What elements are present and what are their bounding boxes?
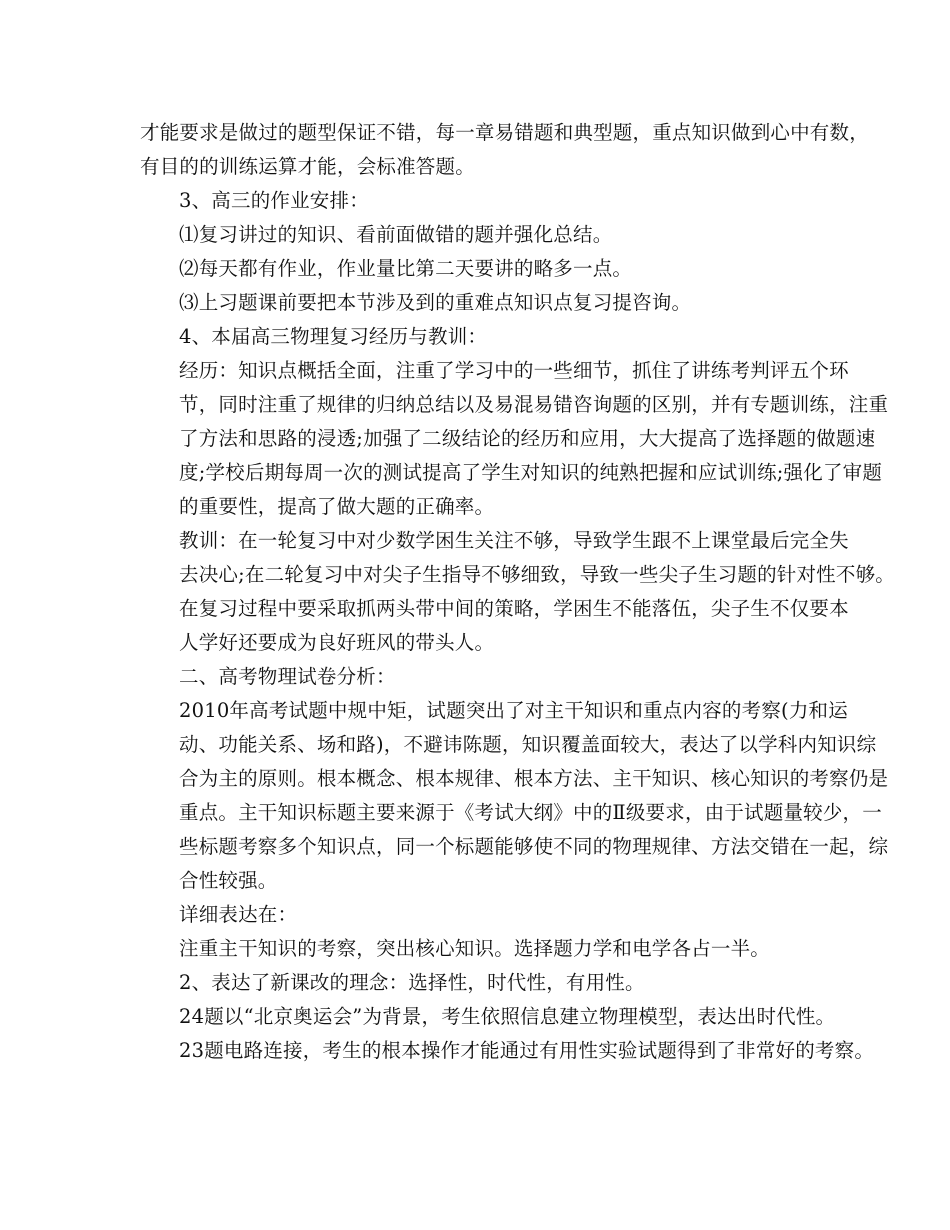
paragraph-p02	[140, 184, 820, 218]
text-line: 2010年高考试题中规中矩，试题突出了对主干知识和重点内容的考察(力和运	[179, 699, 848, 722]
paragraph-p12	[140, 898, 820, 932]
paragraph-p10	[140, 660, 820, 694]
text-line: 人学好还要成为良好班风的带头人。	[179, 631, 495, 654]
text-line: 重点。主干知识标题主要来源于《考试大纲》中的Ⅱ级要求，由于试题量较少，一	[179, 801, 882, 824]
text-line: 动、功能关系、场和路)，不避讳陈题，知识覆盖面较大，表达了以学科内知识综	[179, 733, 877, 756]
text-line: 4、本届高三物理复习经历与教训：	[179, 325, 488, 348]
text-line: 合性较强。	[179, 869, 278, 892]
text-line: 的重要性，提高了做大题的正确率。	[179, 495, 495, 518]
text-line: 了方法和思路的浸透;加强了二级结论的经历和应用，大大提高了选择题的做题速	[179, 427, 876, 450]
text-line: 在复习过程中要采取抓两头带中间的策略，学困生不能落伍，尖子生不仅要本	[179, 597, 849, 620]
text-line: 去决心;在二轮复习中对尖子生指导不够细致，导致一些尖子生习题的针对性不够。	[179, 563, 895, 586]
paragraph-p08	[140, 524, 895, 592]
text-line: 2、表达了新课改的理念：选择性，时代性，有用性。	[179, 971, 645, 994]
paragraph-p07	[140, 354, 889, 524]
text-line: ⑶上习题课前要把本节涉及到的重难点知识点复习提咨询。	[179, 291, 692, 314]
text-line: 经历：知识点概括全面，注重了学习中的一些细节，抓住了讲练考判评五个环	[179, 359, 849, 382]
text-line: 度;学校后期每周一次的测试提高了学生对知识的纯熟把握和应试训练;强化了审题	[179, 461, 883, 484]
text-line: 才能要求是做过的题型保证不错，每一章易错题和典型题，重点知识做到心中有数，	[140, 121, 869, 144]
paragraph-p15	[140, 1000, 875, 1068]
text-line: 3、高三的作业安排：	[179, 189, 369, 212]
text-line: ⑴复习讲过的知识、看前面做错的题并强化总结。	[179, 223, 613, 246]
text-line: 二、高考物理试卷分析：	[179, 665, 396, 688]
text-line: 合为主的原则。根本概念、根本规律、根本方法、主干知识、核心知识的考察仍是	[179, 767, 889, 790]
text-line: 教训：在一轮复习中对少数学困生关注不够，导致学生跟不上课堂最后完全失	[179, 529, 849, 552]
paragraph-p03	[140, 218, 820, 252]
paragraph-p01	[140, 116, 869, 184]
text-line: 注重主干知识的考察，突出核心知识。选择题力学和电学各占一半。	[179, 937, 771, 960]
text-line: ⑵每天都有作业，作业量比第二天要讲的略多一点。	[179, 257, 633, 280]
text-line: 有目的的训练运算才能，会标准答题。	[140, 155, 475, 178]
paragraph-p14	[140, 966, 820, 1000]
paragraph-p11	[140, 694, 889, 898]
text-line: 节，同时注重了规律的归纳总结以及易混易错咨询题的区别，并有专题训练，注重	[179, 393, 889, 416]
text-line: 些标题考察多个知识点，同一个标题能够使不同的物理规律、方法交错在一起，综	[179, 835, 889, 858]
paragraph-p04	[140, 252, 820, 286]
text-line: 24题以“北京奥运会”为背景，考生依照信息建立物理模型，表达出时代性。	[179, 1005, 836, 1028]
document-body	[140, 116, 895, 1068]
paragraph-p09	[140, 592, 849, 660]
paragraph-p13	[140, 932, 820, 966]
paragraph-p05	[140, 286, 820, 320]
text-line: 23题电路连接，考生的根本操作才能通过有用性实验试题得到了非常好的考察。	[179, 1039, 875, 1062]
paragraph-p06	[140, 320, 820, 354]
text-line: 详细表达在：	[179, 903, 298, 926]
